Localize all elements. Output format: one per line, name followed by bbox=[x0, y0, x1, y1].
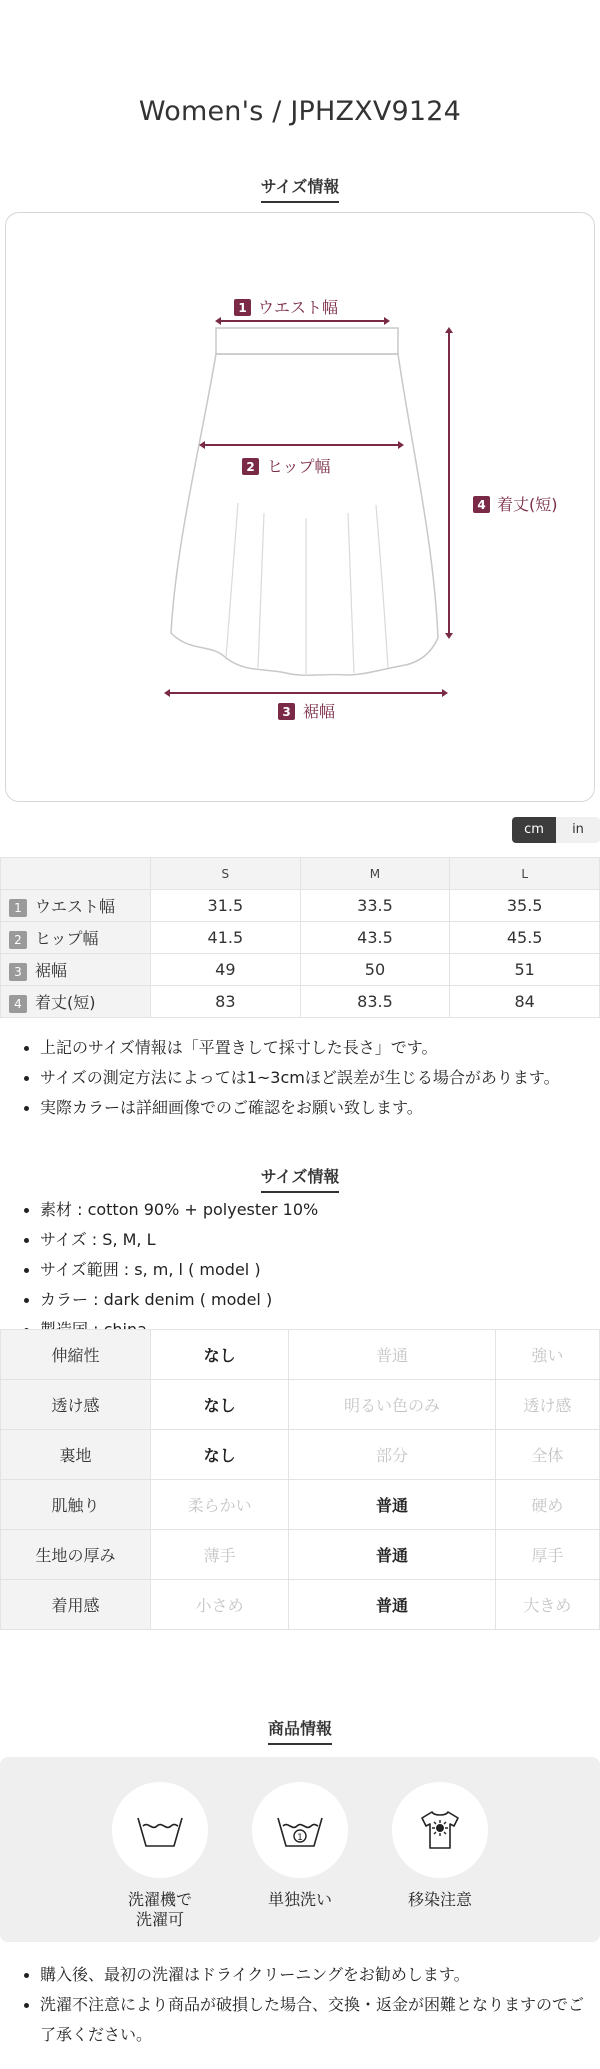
care-label: 洗濯機で 洗濯可 bbox=[127, 1890, 192, 1929]
attr-option: 大きめ bbox=[495, 1580, 599, 1630]
size-col-header: S bbox=[151, 858, 301, 890]
waistband-shape bbox=[216, 328, 398, 354]
unit-toggle[interactable] bbox=[512, 817, 600, 843]
skirt-illustration bbox=[6, 213, 596, 803]
table-row bbox=[1, 1480, 600, 1530]
attr-option-selected: なし bbox=[151, 1380, 289, 1430]
svg-text:3: 3 bbox=[282, 705, 291, 719]
spec-heading-text: サイズ情報 bbox=[261, 1164, 340, 1193]
attr-option: 柔らかい bbox=[151, 1480, 289, 1530]
size-cell: 35.5 bbox=[450, 890, 600, 922]
row-label-text: 裾幅 bbox=[35, 961, 68, 980]
machine-wash-icon bbox=[134, 1804, 186, 1856]
list-item: カラー : dark denim ( model ) bbox=[22, 1285, 592, 1315]
label-length bbox=[473, 495, 558, 514]
attr-option-selected: 普通 bbox=[289, 1480, 495, 1530]
list-item: 上記のサイズ情報は「平置きして採寸した長さ」です。 bbox=[22, 1033, 592, 1063]
list-item: サイズの測定方法によっては1~3cmほど誤差が生じる場合があります。 bbox=[22, 1063, 592, 1093]
attr-label: 裏地 bbox=[1, 1430, 151, 1480]
size-table-header bbox=[1, 858, 600, 890]
size-info-heading-text: サイズ情報 bbox=[261, 174, 340, 203]
svg-text:着丈(短): 着丈(短) bbox=[497, 495, 558, 514]
row-label-text: ウエスト幅 bbox=[35, 897, 116, 916]
attr-label: 透け感 bbox=[1, 1380, 151, 1430]
attr-label: 肌触り bbox=[1, 1480, 151, 1530]
skirt-folds bbox=[226, 503, 388, 676]
size-notes-list bbox=[22, 1033, 592, 1123]
size-cell: 41.5 bbox=[151, 922, 301, 954]
list-item: 購入後、最初の洗濯はドライクリーニングをお勧めします。 bbox=[22, 1960, 592, 1990]
care-icon-circle bbox=[112, 1782, 208, 1878]
attr-option: 薄手 bbox=[151, 1530, 289, 1580]
table-row bbox=[1, 986, 600, 1018]
label-waist bbox=[234, 298, 338, 317]
attr-option: 全体 bbox=[495, 1430, 599, 1480]
svg-text:1: 1 bbox=[238, 301, 247, 315]
list-item: 実際カラーは詳細画像でのご確認をお願い致します。 bbox=[22, 1093, 592, 1123]
attr-option-selected: なし bbox=[151, 1430, 289, 1480]
spec-heading bbox=[0, 1164, 600, 1193]
care-machine-wash bbox=[100, 1782, 220, 1930]
svg-text:4: 4 bbox=[477, 498, 486, 512]
unit-cm-button[interactable]: cm bbox=[512, 817, 556, 843]
row-label-text: 着丈(短) bbox=[35, 993, 96, 1012]
unit-in-button[interactable]: in bbox=[556, 817, 600, 843]
label-hip bbox=[242, 457, 331, 476]
size-cell: 49 bbox=[151, 954, 301, 986]
attr-option-selected: 普通 bbox=[289, 1530, 495, 1580]
size-cell: 43.5 bbox=[300, 922, 450, 954]
list-item: サイズ : S, M, L bbox=[22, 1225, 592, 1255]
list-item: 素材 : cotton 90% + polyester 10% bbox=[22, 1195, 592, 1225]
attr-option-selected: なし bbox=[151, 1330, 289, 1380]
attr-option: 厚手 bbox=[495, 1530, 599, 1580]
care-label: 移染注意 bbox=[407, 1890, 472, 1909]
label-hem bbox=[278, 702, 335, 721]
attr-label: 生地の厚み bbox=[1, 1530, 151, 1580]
care-color-transfer bbox=[380, 1782, 500, 1910]
skirt-size-diagram bbox=[5, 212, 595, 802]
care-notes-list bbox=[22, 1960, 592, 2050]
table-row bbox=[1, 1330, 600, 1380]
svg-text:裾幅: 裾幅 bbox=[303, 702, 336, 721]
wash-separately-icon bbox=[274, 1804, 326, 1856]
color-transfer-icon bbox=[414, 1804, 466, 1856]
table-row bbox=[1, 1580, 600, 1630]
attr-label: 着用感 bbox=[1, 1580, 151, 1630]
row-number-badge: 1 bbox=[9, 899, 27, 917]
size-row-label bbox=[1, 986, 151, 1018]
attr-option-selected: 普通 bbox=[289, 1580, 495, 1630]
attr-option: 透け感 bbox=[495, 1380, 599, 1430]
care-instructions-panel bbox=[0, 1757, 600, 1942]
care-icon-circle bbox=[392, 1782, 488, 1878]
size-table-corner bbox=[1, 858, 151, 890]
attr-option: 普通 bbox=[289, 1330, 495, 1380]
table-row bbox=[1, 1530, 600, 1580]
product-info-heading-text: 商品情報 bbox=[268, 1716, 332, 1745]
table-row bbox=[1, 922, 600, 954]
size-cell: 83 bbox=[151, 986, 301, 1018]
table-row bbox=[1, 1430, 600, 1480]
size-row-label bbox=[1, 954, 151, 986]
svg-text:2: 2 bbox=[246, 460, 255, 474]
care-icon-circle bbox=[252, 1782, 348, 1878]
svg-text:ヒップ幅: ヒップ幅 bbox=[267, 457, 331, 476]
care-wash-separately bbox=[240, 1782, 360, 1910]
care-label: 単独洗い bbox=[267, 1890, 332, 1909]
size-cell: 33.5 bbox=[300, 890, 450, 922]
size-row-label bbox=[1, 922, 151, 954]
table-row bbox=[1, 954, 600, 986]
attr-option: 明るい色のみ bbox=[289, 1380, 495, 1430]
size-cell: 50 bbox=[300, 954, 450, 986]
svg-text:ウエスト幅: ウエスト幅 bbox=[258, 298, 339, 317]
size-cell: 51 bbox=[450, 954, 600, 986]
attr-option: 小さめ bbox=[151, 1580, 289, 1630]
page-title: Women's / JPHZXV9124 bbox=[138, 96, 462, 127]
svg-text:1: 1 bbox=[297, 1833, 303, 1843]
attr-option: 強い bbox=[495, 1330, 599, 1380]
product-info-heading bbox=[0, 1716, 600, 1745]
size-table bbox=[0, 857, 600, 1018]
row-number-badge: 2 bbox=[9, 931, 27, 949]
spec-list bbox=[22, 1195, 592, 1345]
size-cell: 31.5 bbox=[151, 890, 301, 922]
table-row bbox=[1, 890, 600, 922]
size-cell: 45.5 bbox=[450, 922, 600, 954]
table-row bbox=[1, 1380, 600, 1430]
size-cell: 84 bbox=[450, 986, 600, 1018]
attr-option: 硬め bbox=[495, 1480, 599, 1530]
list-item: サイズ範囲 : s, m, l ( model ) bbox=[22, 1255, 592, 1285]
size-row-label bbox=[1, 890, 151, 922]
attr-option: 部分 bbox=[289, 1430, 495, 1480]
attr-label: 伸縮性 bbox=[1, 1330, 151, 1380]
size-col-header: M bbox=[300, 858, 450, 890]
skirt-body-shape bbox=[171, 354, 438, 675]
size-cell: 83.5 bbox=[300, 986, 450, 1018]
row-label-text: ヒップ幅 bbox=[35, 929, 99, 948]
row-number-badge: 3 bbox=[9, 963, 27, 981]
fabric-attribute-table bbox=[0, 1329, 600, 1630]
size-col-header: L bbox=[450, 858, 600, 890]
size-info-heading bbox=[0, 174, 600, 203]
row-number-badge: 4 bbox=[9, 995, 27, 1013]
list-item: 洗濯不注意により商品が破損した場合、交換・返金が困難となりますのでご了承ください。 bbox=[22, 1990, 592, 2050]
